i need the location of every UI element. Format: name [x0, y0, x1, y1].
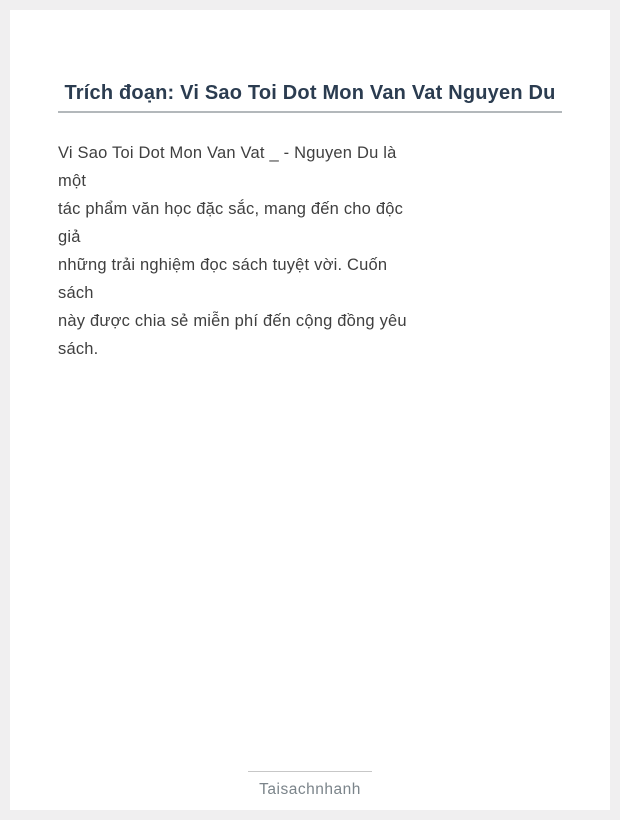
- title-divider: [58, 111, 562, 113]
- footer-divider: [248, 771, 372, 772]
- excerpt-line: những trải nghiệm đọc sách tuyệt vời. Cuốn: [58, 256, 388, 274]
- excerpt-line: giả: [58, 228, 81, 246]
- excerpt-line: một: [58, 172, 87, 190]
- excerpt-body: [58, 139, 538, 363]
- excerpt-line: Vi Sao Toi Dot Mon Van Vat _ - Nguyen Du là: [58, 144, 397, 162]
- document-page: [10, 10, 610, 810]
- footer-brand: Taisachnhanh: [259, 781, 361, 798]
- excerpt-line: sách: [58, 284, 94, 302]
- excerpt-line: tác phẩm văn học đặc sắc, mang đến cho độc: [58, 200, 404, 218]
- excerpt-line: sách.: [58, 340, 99, 358]
- excerpt-line: này được chia sẻ miễn phí đến cộng đồng yêu: [58, 312, 407, 330]
- page-title: Trích đoạn: Vi Sao Toi Dot Mon Van Vat Nguyen Du: [64, 82, 556, 104]
